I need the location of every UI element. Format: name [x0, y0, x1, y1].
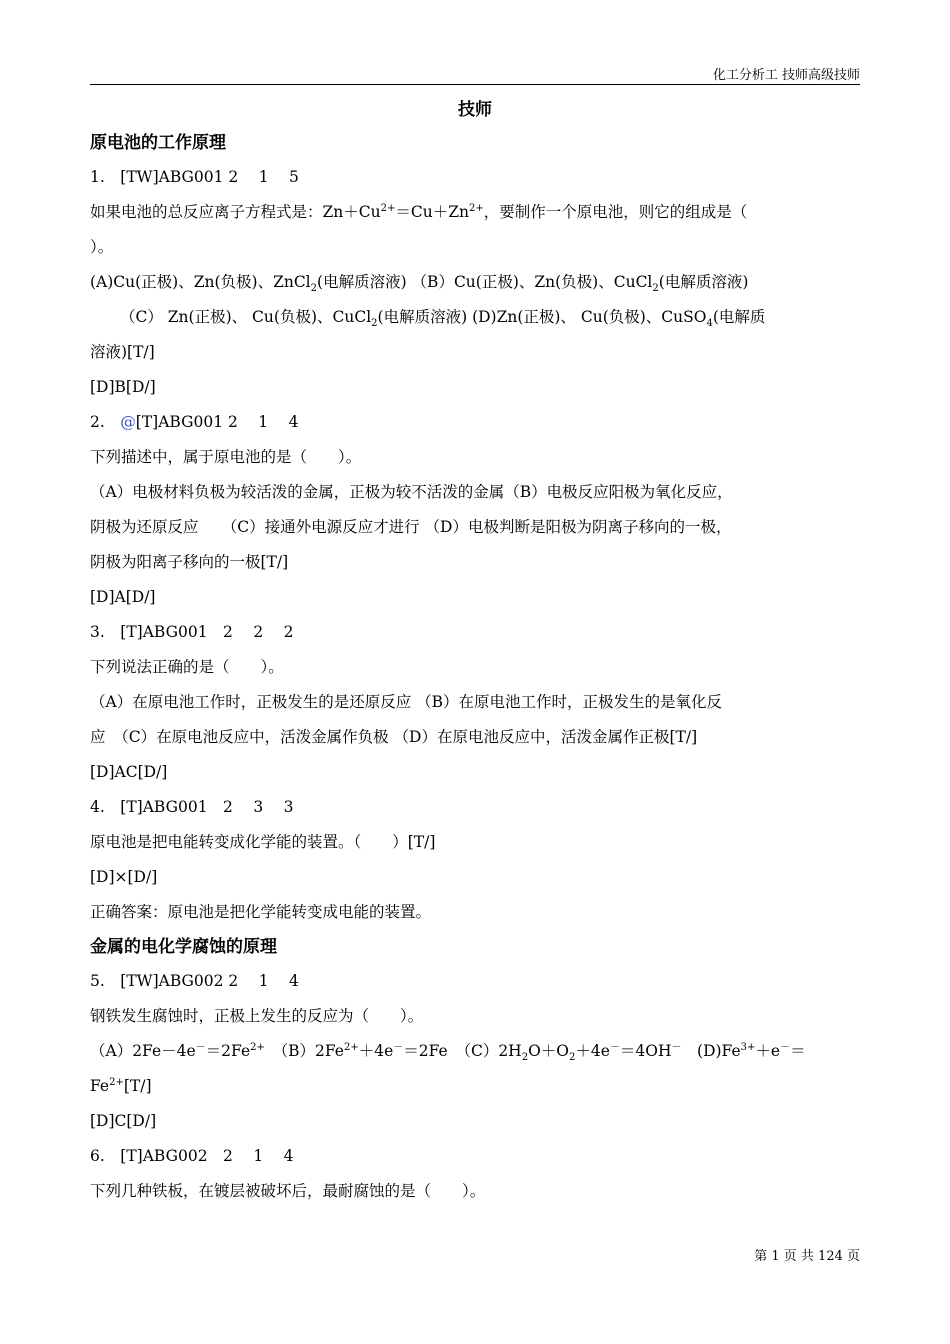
- q4-meta: 4. [T]ABG001 2 3 3: [90, 798, 294, 816]
- q2-meta: 2. @[T]ABG001 2 1 4: [90, 413, 299, 431]
- q3-answer: [D]AC[D/]: [90, 763, 168, 781]
- q2-option-line-3: 阴极为阳离子移向的一极[T/]: [90, 553, 289, 571]
- q1-answer: [D]B[D/]: [90, 378, 156, 396]
- page-footer: [90, 1245, 860, 1264]
- q6-stem: 下列几种铁板，在镀层被破坏后，最耐腐蚀的是（ ）。: [90, 1182, 486, 1200]
- q2-option-line-2: 阴极为还原反应 （C）接通外电源反应才进行 （D）电极判断是阳极为阴离子移向的一极，: [90, 518, 732, 536]
- q1-stem: 如果电池的总反应离子方程式是：$Zn+Cu^{2+}=Cu+Zn^{2+}$，要制作一个原电池，则它的组成是（: [90, 202, 748, 221]
- q5-meta: 5. [TW]ABG002 2 1 4: [90, 972, 299, 990]
- q4-stem: 原电池是把电能转变成化学能的装置。（ ）[T/]: [90, 833, 436, 851]
- q1-option-line-1: (A)Cu(正极)、Zn(负极)、ZnCl$_2$(电解质溶液) （B）Cu(正极)、Zn(负极)、CuCl$_2$(电解质溶液): [90, 273, 749, 295]
- q3-option-line-2: 应 （C）在原电池反应中，活泼金属作负极 （D）在原电池反应中，活泼金属作正极[T/]: [90, 728, 698, 746]
- q5-stem: 钢铁发生腐蚀时，正极上发生的反应为（ ）。: [90, 1007, 424, 1025]
- q5-answer: [D]C[D/]: [90, 1112, 157, 1130]
- q5-option-line-1: $(A)2Fe-4e^-=2Fe^{2+}$ $(B)2Fe^{2+}+4e^-=2Fe$ $(C)2H_2O+O_2+4e^-=4OH^-$ $(D)Fe^{3+}+e^-=$: [90, 1041, 806, 1064]
- q5-option-line-2: $Fe^{2+}[T/]$: [90, 1076, 152, 1095]
- q4-answer: [D]×[D/]: [90, 868, 158, 886]
- q3-meta: 3. [T]ABG001 2 2 2: [90, 623, 294, 641]
- q2-at-mark: @: [120, 413, 136, 431]
- document-body: [90, 94, 860, 1209]
- page-title: 技师: [458, 100, 492, 120]
- section-heading-1: 原电池的工作原理: [90, 133, 226, 153]
- page-number: 第 1 页 共 124 页: [754, 1249, 860, 1264]
- section-heading-2: 金属的电化学腐蚀的原理: [90, 937, 277, 957]
- q4-correct-answer: 正确答案：原电池是把化学能转变成电能的装置。: [90, 903, 432, 921]
- q1-option-line-3: 溶液)[T/]: [90, 343, 155, 361]
- q3-option-line-1: （A）在原电池工作时，正极发生的是还原反应 （B）在原电池工作时，正极发生的是氧化反: [90, 693, 723, 711]
- q2-stem: 下列描述中，属于原电池的是（ ）。: [90, 448, 362, 466]
- header-text: 化工分析工 技师高级技师: [712, 68, 860, 83]
- page-header: [90, 64, 860, 85]
- q6-meta: 6. [T]ABG002 2 1 4: [90, 1147, 294, 1165]
- q2-answer: [D]A[D/]: [90, 588, 156, 606]
- q2-option-line-1: （A）电极材料负极为较活泼的金属，正极为较不活泼的金属（B）电极反应阳极为氧化反应，: [90, 483, 733, 501]
- q1-meta: 1. [TW]ABG001 2 1 5: [90, 168, 299, 186]
- q1-stem-end: ）。: [90, 238, 114, 256]
- q3-stem: 下列说法正确的是（ ）。: [90, 658, 284, 676]
- q1-option-line-2: （C） Zn(正极)、 Cu(负极)、CuCl$_2$(电解质溶液) (D)Zn(正极)、 Cu(负极)、CuSO$_4$(电解质: [120, 308, 766, 330]
